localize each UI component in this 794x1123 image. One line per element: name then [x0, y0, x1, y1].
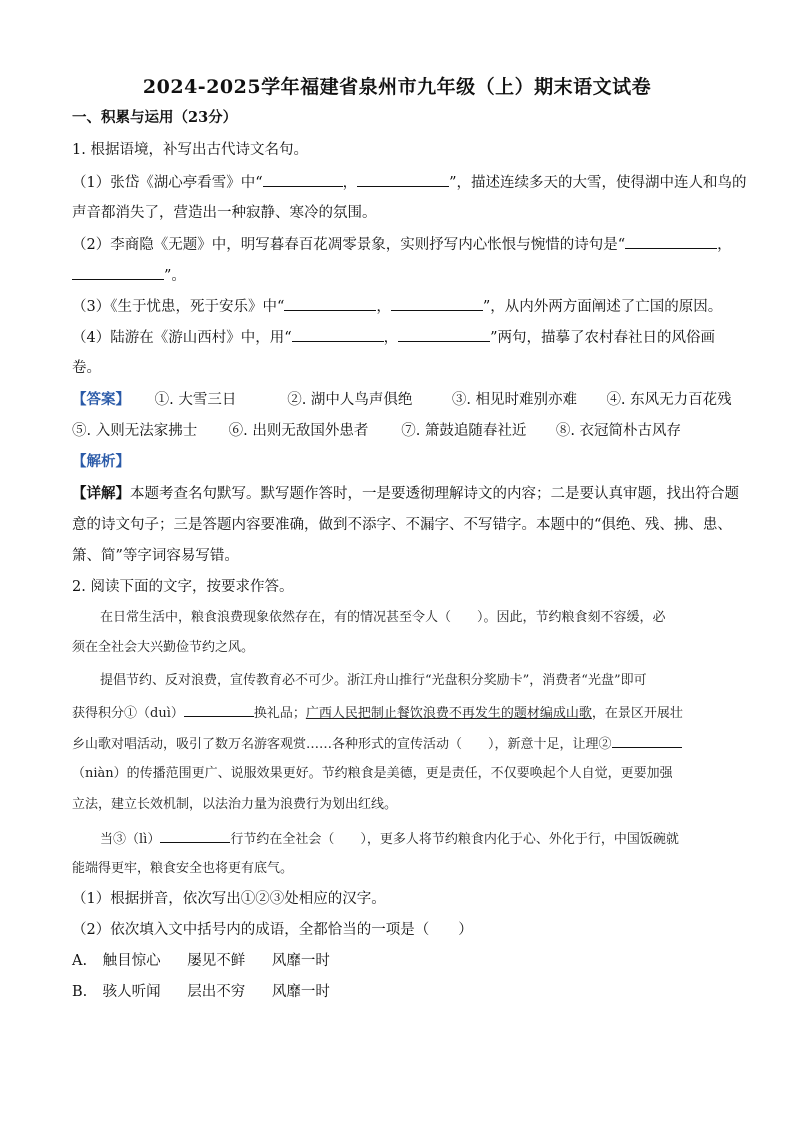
answer-blank[interactable]	[398, 327, 490, 342]
answer-row-1	[72, 390, 732, 410]
detail-line-1	[72, 484, 739, 504]
passage-p2-line5: 立法，建立长效机制，以法治力量为浪费行为划出红线。	[72, 797, 398, 812]
passage-p2-line4: （niàn）的传播范围更广、说服效果更好。节约粮食是美德，更是责任，不仅要唤起个人自觉，更要加强	[72, 766, 673, 781]
passage-p1-line1: 在日常生活中，粮食浪费现象依然存在，有的情况甚至令人（ ）。因此，节约粮食刻不容缓，必	[100, 610, 666, 625]
answer-blank[interactable]	[625, 234, 717, 249]
q1-part2-text-a: （2）李商隐《无题》中，明写暮春百花凋零景象，实则抒写内心怅恨与惋惜的诗句是“	[72, 237, 626, 253]
q1-part1	[72, 172, 747, 193]
q1-part1-text-c: ”，描述连续多天的大雪，使得湖中连人和鸟的	[449, 175, 747, 191]
q1-part1-text-b: ，	[342, 175, 358, 191]
answer-blank[interactable]	[612, 733, 682, 748]
passage-p1-line2: 须在全社会大兴勤俭节约之风。	[72, 640, 255, 655]
answer-row-2	[72, 421, 722, 441]
answer-item: ⑤. 入则无法家拂士	[72, 423, 198, 439]
detail-line-3: 箫、简”等字词容易写错。	[72, 548, 239, 564]
q1-part2	[72, 234, 732, 255]
answer-label: 【答案】	[72, 391, 130, 408]
option-word: 风靡一时	[271, 953, 330, 969]
passage-p2-line2	[72, 702, 722, 724]
answer-item: ⑧. 衣冠简朴古风存	[555, 423, 682, 439]
passage-p3-line1	[100, 828, 750, 850]
option-word: 风靡一时	[271, 984, 330, 1000]
detail-text: 本题考查名句默写。默写题作答时，一是要透彻理解诗文的内容；二是要认真审题，找出符合题	[130, 486, 739, 502]
passage-text: ，在景区开展壮	[591, 706, 683, 721]
q1-part2-text-b: ，	[717, 237, 732, 253]
answer-item: ②. 湖中人鸟声俱绝	[287, 392, 413, 408]
q1-part3-text-b: ，	[376, 299, 391, 315]
passage-p2-line1: 提倡节约、反对浪费，宣传教育必不可少。浙江舟山推行“光盘积分奖励卡”，消费者“光盘”即可	[100, 673, 647, 688]
option-word: 触目惊心	[102, 953, 161, 969]
q1-part2-text-c: ”。	[164, 268, 186, 284]
q1-part4-cont: 卷。	[72, 360, 101, 376]
passage-text: 获得积分①（duì）	[72, 706, 184, 721]
option-word: 层出不穷	[187, 984, 246, 1000]
detail-label: 【详解】	[72, 485, 130, 502]
passage-text: 行节约在全社会（ ），更多人将节约粮食内化于心、外化于行，中国饭碗就	[230, 832, 679, 847]
section-heading: 一、积累与运用（23分）	[72, 109, 238, 126]
q1-part1-cont: 声音都消失了，营造出一种寂静、寒冷的氛围。	[72, 205, 377, 221]
q1-part4-text-b: ，	[383, 330, 399, 346]
q1-part1-text-a: （1）张岱《湖心亭看雪》中“	[72, 175, 263, 191]
passage-text: 乡山歌对唱活动，吸引了数万名游客观赏……各种形式的宣传活动（ ），新意十足，让理②	[72, 737, 612, 752]
answer-blank[interactable]	[284, 296, 376, 311]
answer-item: ③. 相见时难别亦难	[451, 392, 578, 408]
q1-part3-text-a: （3）《生于忧患，死于安乐》中“	[72, 299, 285, 315]
q1-part2-cont	[72, 265, 722, 286]
answer-item: ④. 东风无力百花残	[606, 392, 732, 408]
answer-item: ⑦. 箫鼓追随春社近	[401, 423, 527, 439]
answer-blank[interactable]	[184, 702, 254, 717]
page-title: 2024-2025学年福建省泉州市九年级（上）期末语文试卷	[142, 76, 652, 98]
answer-blank[interactable]	[160, 828, 230, 843]
q1-part3-text-c: ”，从内外两方面阐述了亡国的原因。	[482, 299, 723, 315]
analysis-label: 【解析】	[72, 453, 130, 470]
option-word: 屡见不鲜	[187, 953, 246, 969]
option-b[interactable]	[72, 982, 722, 1002]
passage-text: 换礼品；	[253, 706, 306, 721]
underlined-sentence: 广西人民把制止餐饮浪费不再发生的题材编成山歌	[305, 706, 592, 721]
answer-blank[interactable]	[391, 296, 483, 311]
passage-p2-line3	[72, 733, 722, 755]
q2-sub2: （2）依次填入文中括号内的成语，全都恰当的一项是（ ）	[72, 922, 473, 938]
option-word: 骇人听闻	[102, 984, 161, 1000]
q1-part4-text-a: （4）陆游在《游山西村》中，用“	[72, 330, 292, 346]
passage-text: 当③（lì）	[100, 832, 161, 847]
answer-item: ⑥. 出则无敌国外患者	[228, 423, 369, 439]
answer-blank[interactable]	[292, 327, 384, 342]
option-a[interactable]	[72, 951, 722, 971]
q2-sub1: （1）根据拼音，依次写出①②③处相应的汉字。	[72, 891, 386, 907]
q1-part4	[72, 327, 722, 348]
passage-p3-line2: 能端得更牢，粮食安全也将更有底气。	[72, 861, 294, 876]
q2-stem: 2. 阅读下面的文字，按要求作答。	[72, 579, 294, 595]
option-label: B.	[72, 984, 88, 1000]
option-label: A.	[72, 953, 88, 969]
answer-item: ①. 大雪三日	[154, 392, 237, 408]
answer-blank[interactable]	[357, 172, 449, 187]
q1-part3	[72, 296, 722, 317]
q1-stem: 1. 根据语境，补写出古代诗文名句。	[72, 142, 308, 158]
answer-blank[interactable]	[72, 265, 164, 280]
answer-blank[interactable]	[263, 172, 343, 187]
detail-line-2: 意的诗文句子；三是答题内容要准确，做到不添字、不漏字、不写错字。本题中的“俱绝、残、拂、患、	[72, 517, 732, 533]
q1-part4-text-c: ”两句，描摹了农村春社日的风俗画	[490, 330, 716, 346]
